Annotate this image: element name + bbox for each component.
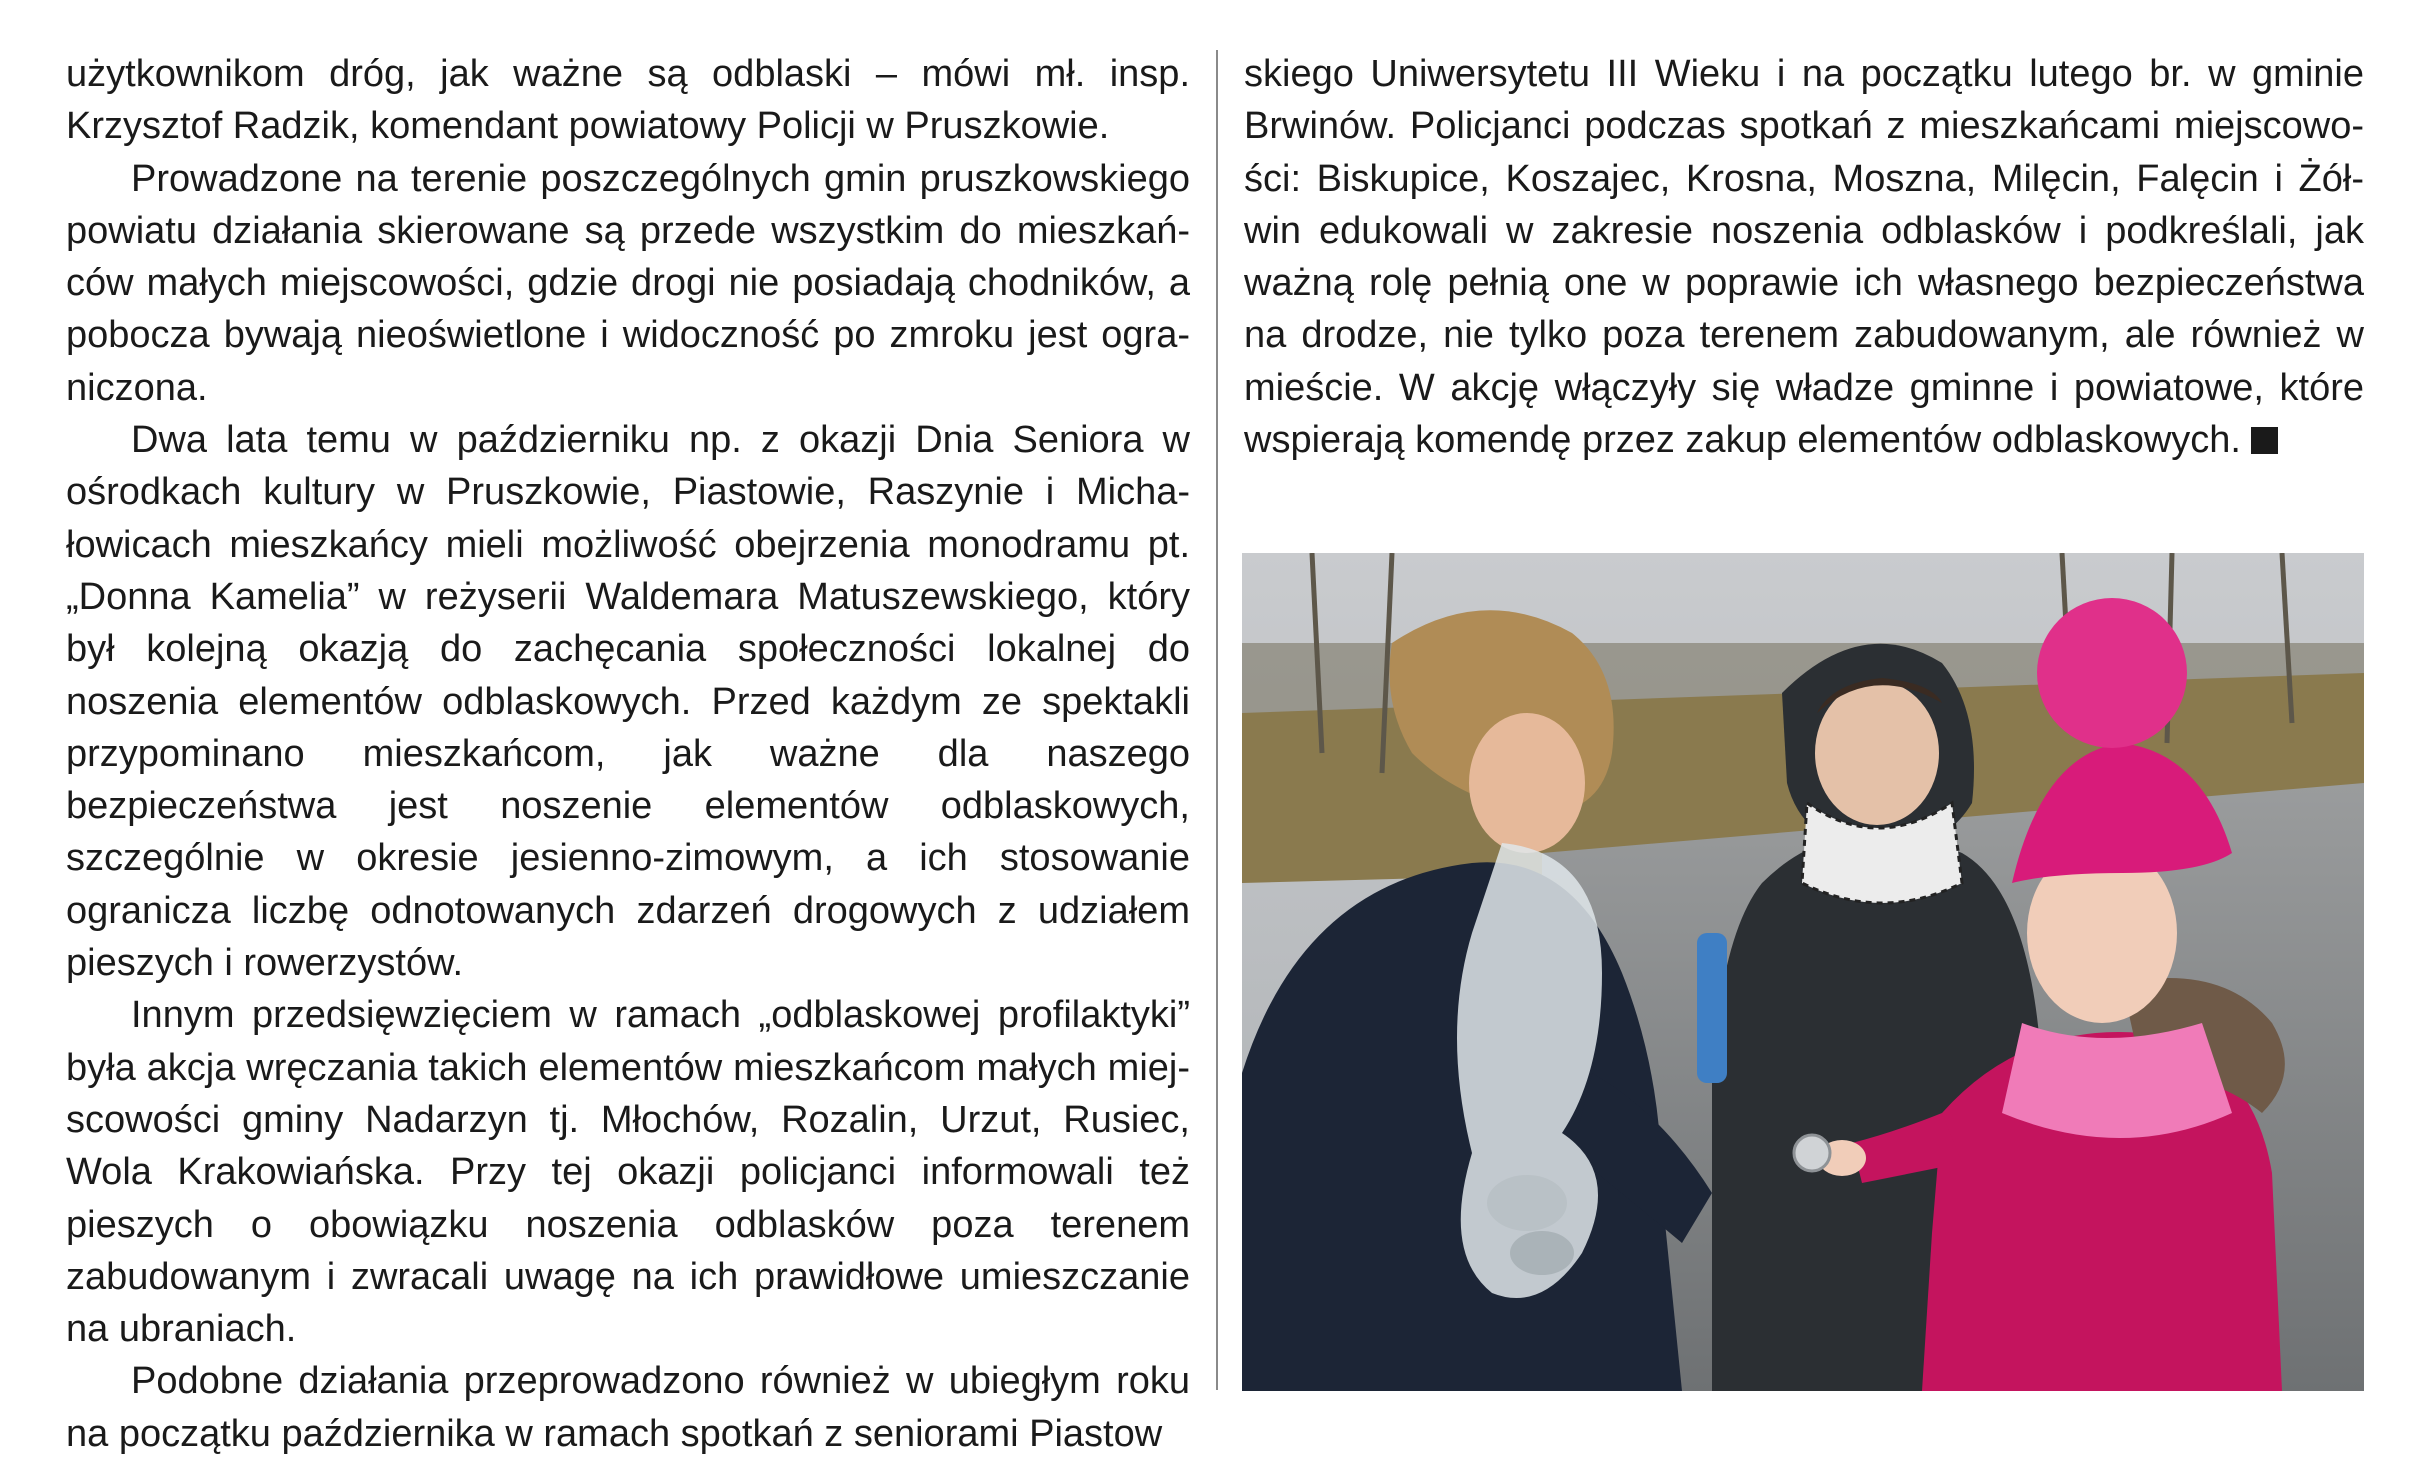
paragraph-gminy-actions: Prowadzone na terenie poszczególnych gmin pruszkowskiego powiatu działania skierowane są przede wszystkim do mieszkańców małych miejscowości, gdzie drogi nie posiadają chodników, a pobocza bywają nieoświetlone i widoczność po zmroku jest ograniczona.	[66, 157, 1190, 409]
photo-illustration	[1242, 553, 2364, 1391]
paragraph-brwinow-continuation	[1244, 48, 2364, 466]
left-text-column	[66, 48, 1190, 1460]
paragraph-brwinow-text: skiego Uniwersytetu III Wieku i na początku lutego br. w gminie Brwinów. Policjanci podczas spotkań z mieszkańcami miejscowości: Biskupice, Koszajec, Krosna, Moszna, Milęcin, Falęcin i Żółwin edukowali w zakresie noszenia odblasków i podkreślali, jak ważną rolę pełnią one w poprawie ich własnego bezpieczeństwa na drodze, nie tylko poza terenem zabudowanym, ale również w mieście. W akcję włączyły się władze gminne i powiatowe, które wspierają komendę przez zakup elementów odblaskowych.	[1244, 53, 2364, 462]
paragraph-previous-year: Podobne działania przeprowadzono również w ubiegłym roku na początku października w ramach spotkań z seniorami Piastow	[66, 1360, 1190, 1455]
right-text-column	[1244, 48, 2364, 466]
article-photo	[1242, 553, 2364, 1391]
column-divider	[1216, 50, 1218, 1390]
article-end-mark	[2251, 427, 2278, 454]
paragraph-continuation: użytkownikom dróg, jak ważne są odblaski – mówi mł. insp. Krzysztof Radzik, komendant powiatowy Policji w Pruszkowie.	[66, 53, 1190, 148]
paragraph-nadarzyn-action: Innym przedsięwzięciem w ramach „odblaskowej profilaktyki” była akcja wręczania takich elementów mieszkańcom małych miejscowości gminy Nadarzyn tj. Młochów, Rozalin, Urzut, Rusiec, Wola Krakowiańska. Przy tej okazji policjanci informowali też pieszych o obowiązku noszenia odblasków poza terenem zabudowanym i zwracali uwagę na ich prawidłowe umieszczanie na ubraniach.	[66, 994, 1190, 1351]
paragraph-dzien-seniora: Dwa lata temu w październiku np. z okazji Dnia Seniora w ośrodkach kultury w Pruszkowie, Piastowie, Raszynie i Michałowicach mieszkańcy mieli możliwość obejrzenia monodramu pt. „Donna Kamelia” w reżyserii Waldemara Matuszewskiego, który był kolejną okazją do zachęcania społeczności lokalnej do noszenia elementów odblaskowych. Przed każdym ze spektakli przypominano mieszkańcom, jak ważne dla naszego bezpieczeństwa jest noszenie elementów odblaskowych, szczególnie w okresie jesienno-zimowym, a ich stosowanie ogranicza liczbę odnotowanych zdarzeń drogowych z udziałem pieszych i rowerzystów.	[66, 419, 1190, 985]
